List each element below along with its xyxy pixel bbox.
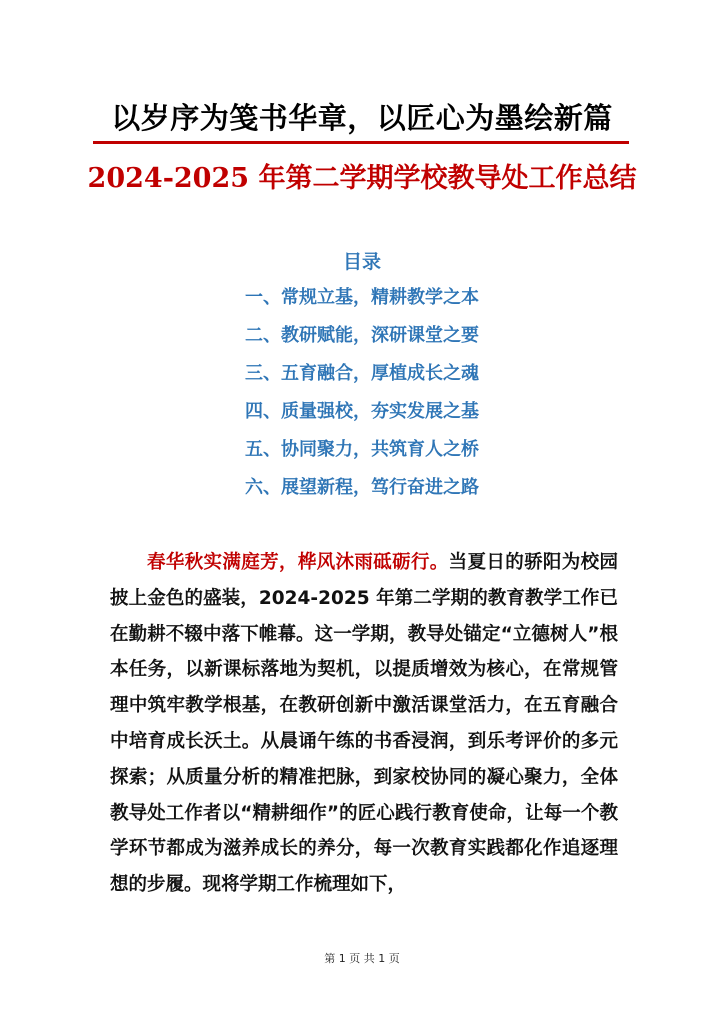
intro-lead-phrase: 春华秋实满庭芳，桦风沐雨砥砺行。 — [147, 552, 449, 573]
document-title: 以岁序为笺书华章，以匠心为墨绘新篇 — [111, 101, 613, 135]
toc-item-1[interactable]: 一、常规立基，精耕教学之本 — [245, 287, 479, 308]
page-footer: 第 1 页 共 1 页 — [324, 952, 400, 965]
toc-item-4[interactable]: 四、质量强校，夯实发展之基 — [245, 401, 479, 422]
toc-item-3[interactable]: 三、五育融合，厚植成长之魂 — [245, 363, 479, 384]
intro-body-text: 当夏日的骄阳为校园披上金色的盛装，2024-2025 年第二学期的教育教学工作已在勤耕不辍中落下帷幕。这一学期，教导处锚定“立德树人”根本任务，以新课标落地为契机，以提质增效为核心，在常规管理中筑牢教学根基，在教研创新中激活课堂活力，在五育融合中培育成长沃土。从晨诵午练的书香浸润，到乐考评价的多元探索；从质量分析的精准把脉，到家校协同的凝心聚力，全体教导处工作者以“精耕细作”的匠心践行教育使命，让每一个教学环节都成为滋养成长的养分，每一次教育实践都化作追逐理想的步履。现将学期工作梳理如下， — [110, 552, 618, 896]
toc-item-2[interactable]: 二、教研赋能，深研课堂之要 — [245, 325, 479, 346]
toc-item-6[interactable]: 六、展望新程，笃行奋进之路 — [245, 477, 479, 498]
toc-item-5[interactable]: 五、协同聚力，共筑育人之桥 — [245, 439, 479, 460]
intro-paragraph — [110, 545, 618, 903]
title-divider — [93, 141, 629, 144]
document-subtitle: 2024-2025 年第二学期学校教导处工作总结 — [87, 163, 637, 194]
table-of-contents — [0, 287, 724, 515]
toc-heading: 目录 — [342, 251, 381, 273]
